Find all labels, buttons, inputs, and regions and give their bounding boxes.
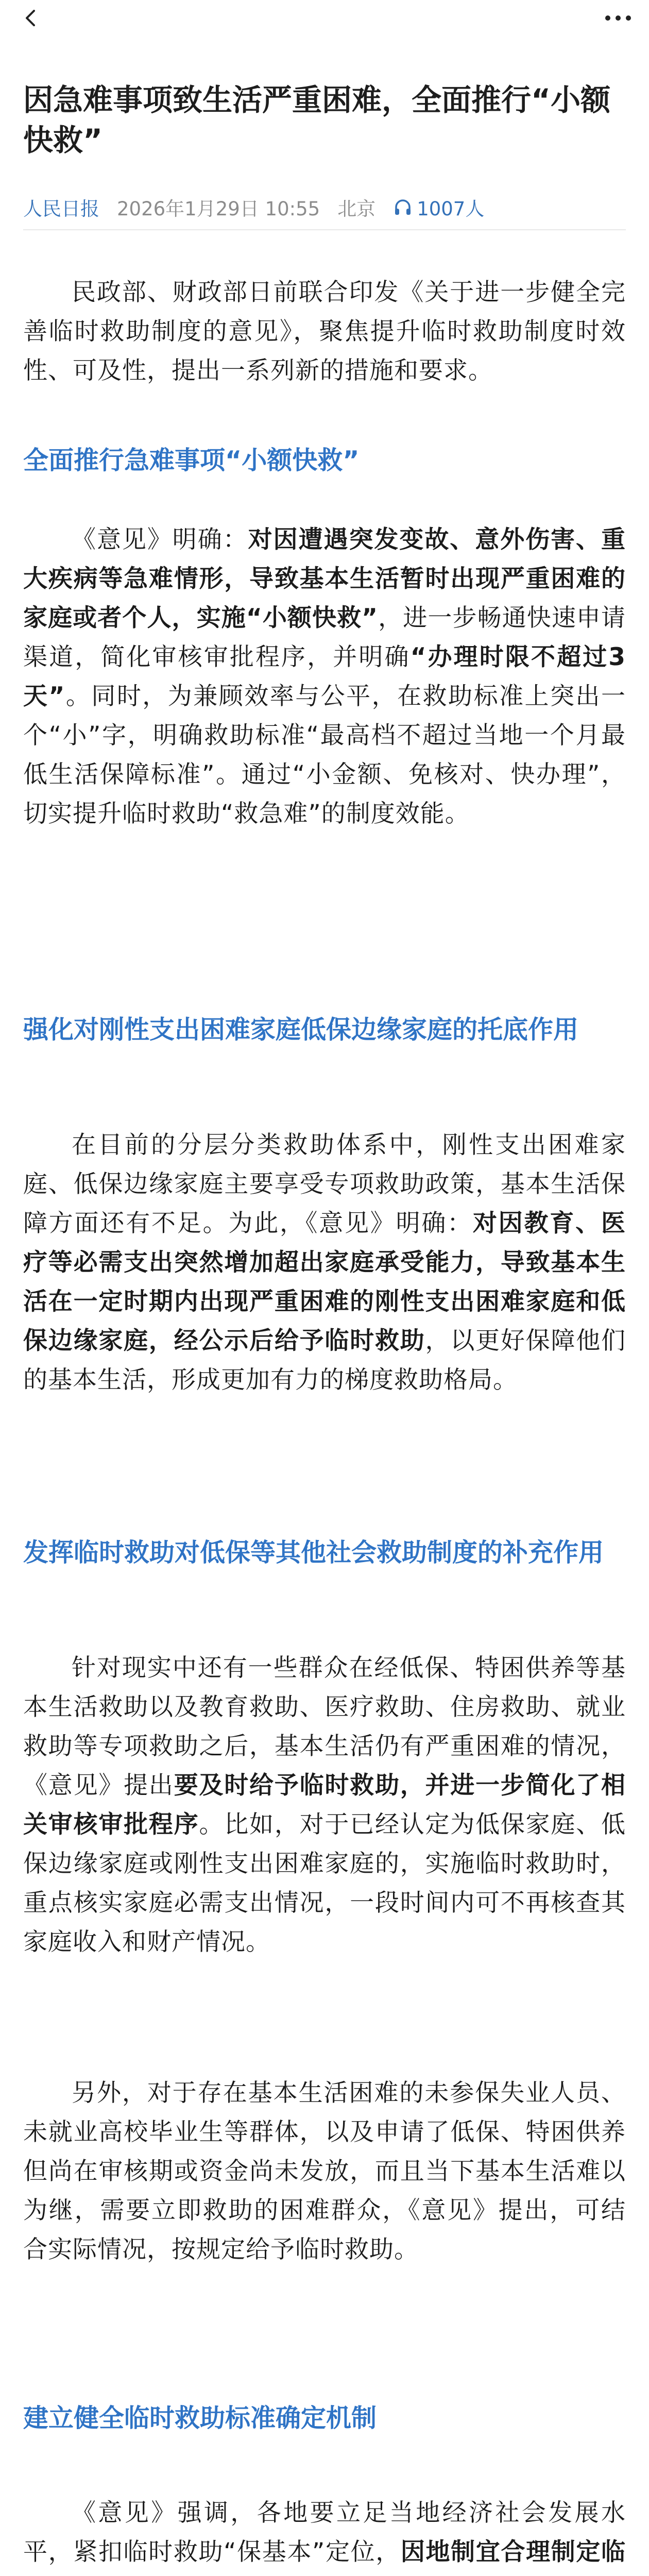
intro-paragraph: 民政部、财政部日前联合印发《关于进一步健全完善临时救助制度的意见》，聚焦提升临时救助制度时效性、可及性，提出一系列新的措施和要求。 <box>23 278 626 385</box>
article-meta <box>23 193 626 221</box>
listen-count: 1007人 <box>417 198 485 220</box>
back-button[interactable] <box>10 3 52 33</box>
location: 北京 <box>337 198 376 220</box>
section-heading: 全面推行急难事项“小额快救” <box>23 446 360 475</box>
article-title: 因急难事项致生活严重困难，全面推行“小额快救” <box>23 82 611 158</box>
section-heading: 发挥临时救助对低保等其他社会救助制度的补充作用 <box>23 1538 604 1567</box>
section-paragraph: 在目前的分层分类救助体系中，刚性支出困难家庭、低保边缘家庭主要享受专项救助政策，基本生活保障方面还有不足。为此，《意见》明确：对因教育、医疗等必需支出突然增加超出家庭承受能力，导致基本生活在一定时期内出现严重困难的刚性支出困难家庭和低保边缘家庭，经公示后给予临时救助，以更好保障他们的基本生活，形成更加有力的梯度救助格局。 <box>23 1131 626 1394</box>
headphones-icon <box>393 197 413 217</box>
listen-button[interactable] <box>393 193 502 221</box>
section-heading: 强化对刚性支出困难家庭低保边缘家庭的托底作用 <box>23 1015 579 1044</box>
source-link[interactable]: 人民日报 <box>23 198 99 220</box>
section-paragraph: 另外，对于存在基本生活困难的未参保失业人员、未就业高校毕业生等群体，以及申请了低保、特困供养但尚在审核期或资金尚未发放，而且当下基本生活难以为继，需要立即救助的困难群众，《意见》提出，可结合实际情况，按规定给予临时救助。 <box>23 2079 626 2264</box>
chevron-left-icon <box>21 8 41 28</box>
more-dots-icon <box>603 13 634 23</box>
section-paragraph: 《意见》明确：对因遭遇突发变故、意外伤害、重大疾病等急难情形，导致基本生活暂时出现严重困难的家庭或者个人，实施“小额快救”，进一步畅通快速申请渠道，简化审核审批程序，并明确“办理时限不超过3天”。同时，为兼顾效率与公平，在救助标准上突出一个“小”字，明确救助标准“最高档不超过当地一个月最低生活保障标准”。通过“小金额、免核对、快办理”，切实提升临时救助“救急难”的制度效能。 <box>23 526 626 828</box>
section-heading: 建立健全临时救助标准确定机制 <box>23 2403 377 2433</box>
divider <box>23 229 626 230</box>
more-button[interactable] <box>597 3 639 33</box>
section-paragraph: 《意见》强调，各地要立足当地经济社会发展水平，紧扣临时救助“保基本”定位，因地制宜合理制定临 <box>23 2499 626 2566</box>
top-bar <box>0 0 649 36</box>
publish-date: 2026年1月29日 10:55 <box>117 198 320 220</box>
section-paragraph: 针对现实中还有一些群众在经低保、特困供养等基本生活救助以及教育救助、医疗救助、住房救助、就业救助等专项救助之后，基本生活仍有严重困难的情况，《意见》提出要及时给予临时救助，并进一步简化了相关审核审批程序。比如，对于已经认定为低保家庭、低保边缘家庭或刚性支出困难家庭的，实施临时救助时，重点核实家庭必需支出情况，一段时间内可不再核查其家庭收入和财产情况。 <box>23 1654 626 1956</box>
